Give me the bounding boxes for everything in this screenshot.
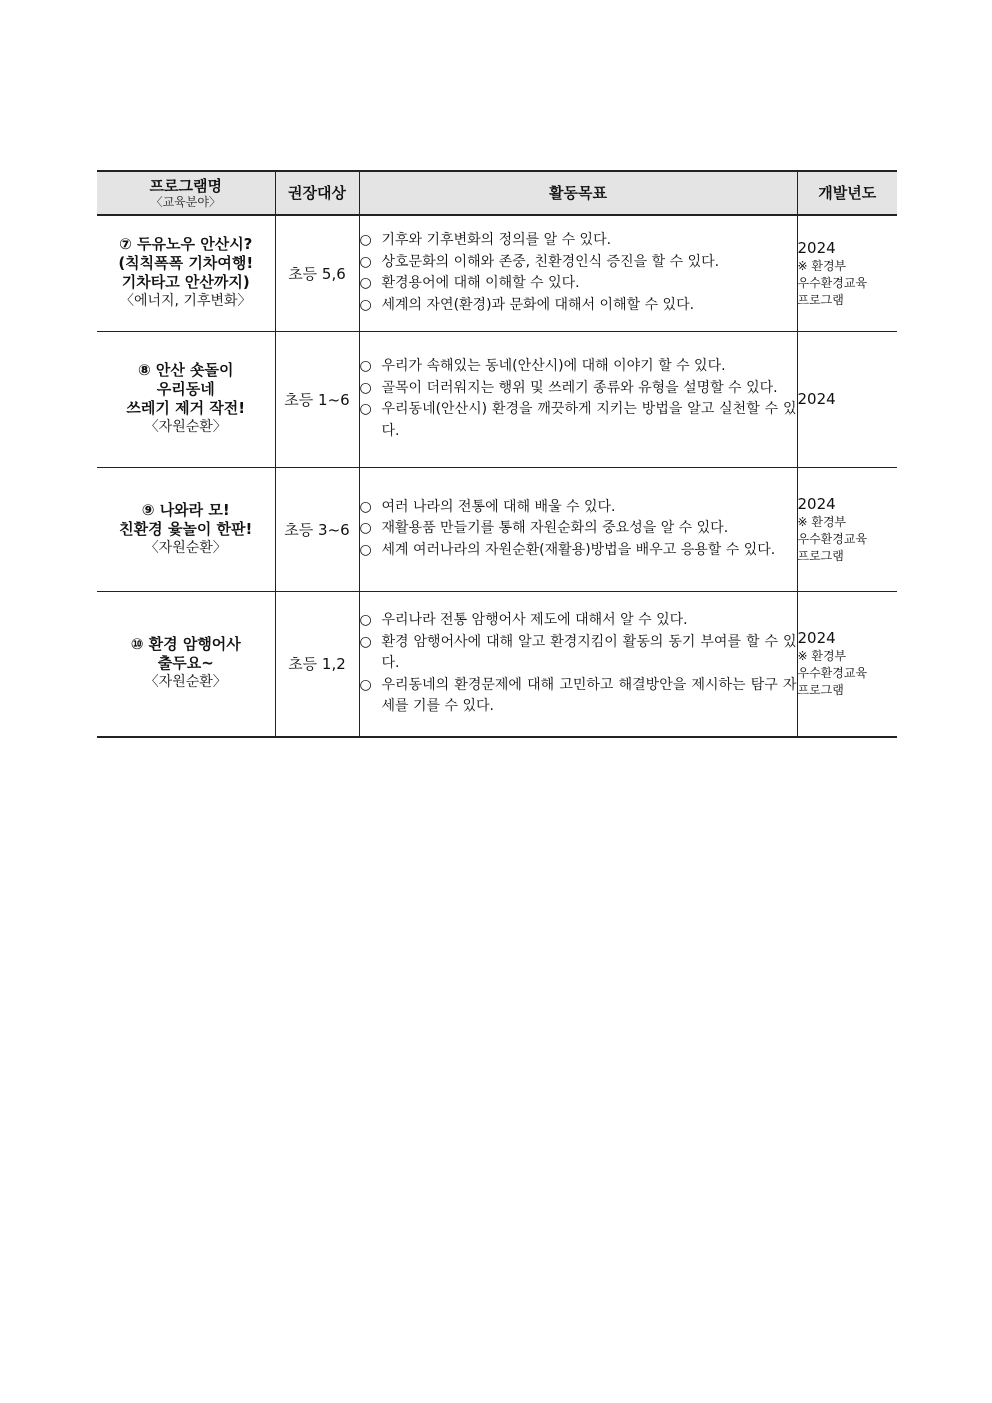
- header-goals-label: 활동목표: [549, 184, 607, 202]
- header-year-label: 개발년도: [818, 184, 877, 202]
- goal-text: 여러 나라의 전통에 대해 배울 수 있다.: [381, 498, 616, 515]
- program-title-line: 기차타고 안산까지): [121, 273, 250, 292]
- development-year: 2024: [797, 390, 836, 408]
- circle-bullet-icon: ○: [359, 232, 372, 249]
- program-title-line: (칙칙폭폭 기차여행!: [118, 254, 254, 273]
- circle-bullet-icon: ○: [359, 379, 372, 396]
- award-note: ※ 환경부: [797, 649, 847, 664]
- goal-item: [360, 252, 797, 274]
- circle-bullet-icon: ○: [359, 612, 372, 628]
- header-goals: [359, 171, 797, 215]
- goal-text: 재활용품 만들기를 통해 자원순화의 중요성을 알 수 있다.: [381, 520, 729, 537]
- header-program-label: 프로그램명: [149, 176, 222, 195]
- target-cell: 초등 1,2: [275, 591, 359, 737]
- goal-item: [360, 632, 797, 675]
- goal-text: 세계 여러나라의 자원순환(재활용)방법을 배우고 응용할 수 있다.: [381, 541, 776, 558]
- circle-bullet-icon: ○: [359, 676, 372, 693]
- award-note: 우수환경교육: [797, 531, 868, 546]
- goal-item: [360, 356, 797, 378]
- award-note: ※ 환경부: [797, 514, 847, 529]
- target-cell: 초등 5,6: [275, 215, 359, 331]
- circle-bullet-icon: ○: [359, 275, 372, 292]
- program-field: 〈자원순환〉: [144, 674, 227, 691]
- circle-bullet-icon: ○: [359, 633, 372, 650]
- development-year: 2024: [797, 629, 836, 648]
- target-cell: 초등 1~6: [275, 331, 359, 467]
- award-note: ※ 환경부: [797, 258, 847, 273]
- header-target-label: 권장대상: [288, 184, 346, 202]
- goal-item: [360, 295, 797, 317]
- award-note: 프로그램: [797, 548, 844, 563]
- program-table: [97, 170, 897, 738]
- goal-text: 환경용어에 대해 이해할 수 있다.: [381, 275, 580, 292]
- year-cell: [797, 591, 897, 737]
- circle-bullet-icon: ○: [359, 520, 372, 537]
- goal-text: 상호문화의 이해와 존중, 친환경인식 증진을 할 수 있다.: [381, 253, 720, 270]
- program-field: 〈자원순환〉: [144, 539, 227, 556]
- program-cell: [97, 591, 275, 737]
- year-cell: [797, 215, 897, 331]
- award-note: 프로그램: [797, 683, 844, 698]
- goal-item: [360, 610, 797, 632]
- goal-item: [360, 230, 797, 252]
- goal-item: [360, 378, 797, 400]
- award-note: 프로그램: [797, 292, 844, 307]
- table-row: [97, 331, 897, 467]
- goal-item: [360, 540, 797, 562]
- award-note: 우수환경교육: [797, 666, 868, 681]
- year-cell: [797, 467, 897, 591]
- circle-bullet-icon: ○: [359, 253, 372, 270]
- goals-cell: [359, 215, 797, 331]
- goal-item: [360, 675, 797, 718]
- program-title-line: 출두요~: [157, 654, 214, 673]
- circle-bullet-icon: ○: [359, 401, 372, 417]
- header-program: [97, 171, 275, 215]
- header-program-sub: 〈교육분야〉: [150, 194, 221, 209]
- program-cell: [97, 215, 275, 331]
- year-cell: [797, 331, 897, 467]
- table-header-row: [97, 171, 897, 215]
- target-cell: 초등 3~6: [275, 467, 359, 591]
- table-row: [97, 591, 897, 737]
- goal-text: 우리가 속해있는 동네(안산시)에 대해 이야기 할 수 있다.: [381, 358, 726, 374]
- header-target: [275, 171, 359, 215]
- program-title-line: ⑧ 안산 숏돌이: [137, 361, 234, 379]
- goal-text: 우리동네(안산시) 환경을 깨끗하게 지키는 방법을 알고 실천할 수 있다.: [381, 401, 797, 439]
- goals-cell: [359, 331, 797, 467]
- circle-bullet-icon: ○: [359, 498, 372, 515]
- goal-item: [360, 518, 797, 540]
- goal-text: 우리나라 전통 암행어사 제도에 대해서 알 수 있다.: [381, 612, 688, 628]
- table-row: [97, 215, 897, 331]
- goal-text: 골목이 더러워지는 행위 및 쓰레기 종류와 유형을 설명할 수 있다.: [381, 379, 778, 396]
- circle-bullet-icon: ○: [359, 296, 372, 313]
- header-year: [797, 171, 897, 215]
- goal-text: 기후와 기후변화의 정의를 알 수 있다.: [381, 232, 612, 249]
- goals-cell: [359, 591, 797, 737]
- program-title-line: ⑦ 두유노우 안산시?: [119, 235, 253, 254]
- circle-bullet-icon: ○: [359, 358, 372, 374]
- goal-text: 우리동네의 환경문제에 대해 고민하고 해결방안을 제시하는 탐구 자세를 기를 수 있다.: [381, 676, 797, 714]
- goal-item: [360, 497, 797, 519]
- program-title-line: 쓰레기 제거 작전!: [126, 399, 246, 417]
- goal-item: [360, 273, 797, 295]
- program-title-line: ⑨ 나와라 모!: [141, 500, 230, 519]
- program-title-line: ⑩ 환경 암행어사: [130, 635, 241, 654]
- program-cell: [97, 331, 275, 467]
- goal-text: 세계의 자연(환경)과 문화에 대해서 이해할 수 있다.: [381, 296, 695, 313]
- table-row: [97, 467, 897, 591]
- goal-text: 환경 암행어사에 대해 알고 환경지킴이 활동의 동기 부여를 할 수 있다.: [381, 633, 797, 671]
- circle-bullet-icon: ○: [359, 541, 372, 558]
- development-year: 2024: [797, 494, 836, 513]
- program-title-line: 친환경 윷놀이 한판!: [119, 519, 253, 538]
- goals-cell: [359, 467, 797, 591]
- program-cell: [97, 467, 275, 591]
- award-note: 우수환경교육: [797, 275, 868, 290]
- program-title-line: 우리동네: [156, 380, 215, 398]
- program-field: 〈자원순환〉: [144, 419, 227, 435]
- goal-item: [360, 399, 797, 442]
- development-year: 2024: [797, 238, 836, 257]
- program-field: 〈에너지, 기후변화〉: [119, 293, 252, 310]
